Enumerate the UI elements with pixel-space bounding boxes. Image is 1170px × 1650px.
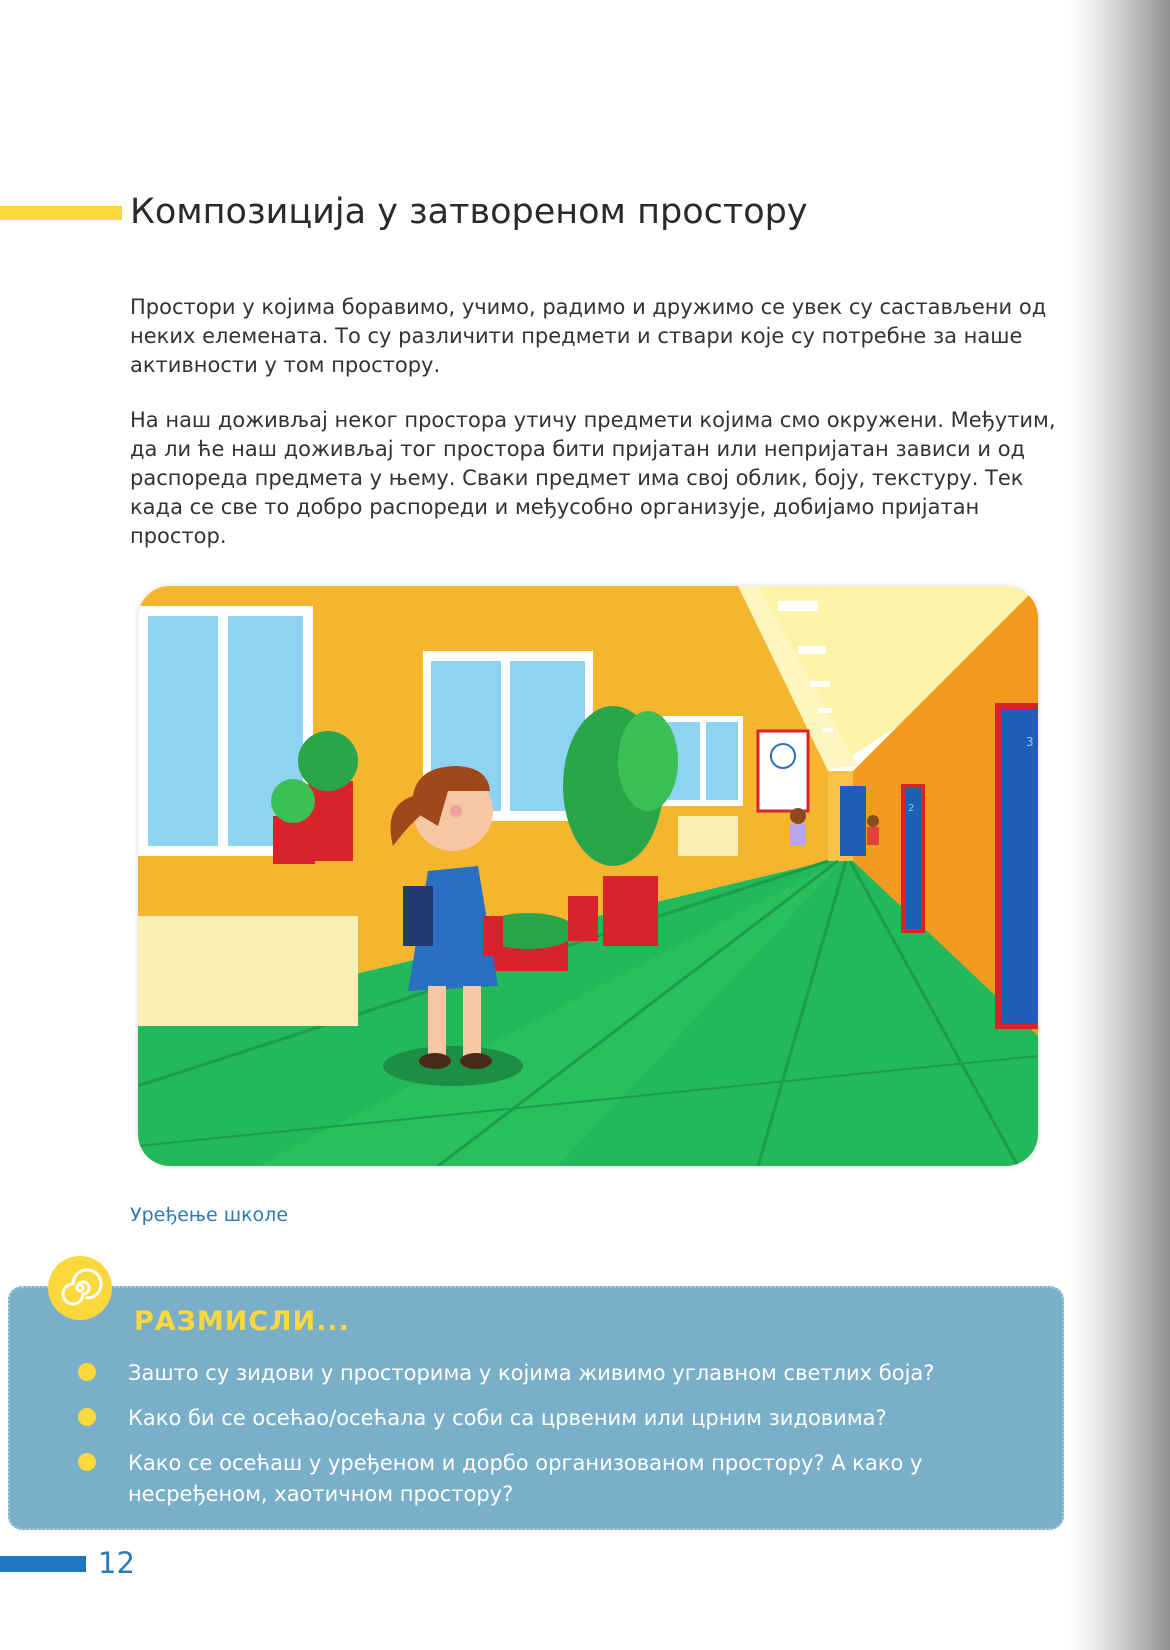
bullet-icon [78,1408,96,1426]
figure-caption: Уређење школе [130,1204,289,1226]
question-item [128,1358,1028,1389]
question-text: Зашто су зидови у просторима у којима живимо углавном светлих боја? [128,1361,935,1385]
question-text: Како се осећаш у уређеном и дорбо организованом простору? А како у несређеном, хаотичном простору? [128,1451,923,1506]
paragraph-body: На наш доживљај неког простора утичу предмети којима смо окружени. Међутим, да ли ће наш доживљај тог простора бити пријатан или непријатан зависи и од распореда предмета у њему. Сваки предмет има свој облик, боју, текстуру. Тек када се све то добро распореди и међусобно организује, добијамо пријатан простор. [130,408,1056,548]
bullet-icon [78,1363,96,1381]
question-item [128,1403,1028,1434]
door-number-2: 2 [908,803,915,814]
door-number-3: 3 [1026,735,1034,749]
question-item [128,1448,1028,1510]
page-edge-shadow [1070,0,1170,1650]
page-title: Композиција у затвореном простору [130,192,808,232]
title-accent-bar [0,206,122,220]
spiral-icon [48,1256,112,1320]
question-text: Како би се осећао/осећала у соби са црвеним или црним зидовима? [128,1406,887,1430]
bullet-icon [78,1453,96,1471]
page-number: 12 [98,1546,135,1580]
paragraph-intro: Простори у којима боравимо, учимо, радимо и дружимо се увек су састављени од неких елемената. То су различити предмети и ствари које су потребне за наше активности у том простору. [130,295,1047,377]
page-number-bar [0,1556,86,1572]
think-title: РАЗМИСЛИ... [134,1306,350,1337]
school-hallway-illustration [138,586,1038,1166]
